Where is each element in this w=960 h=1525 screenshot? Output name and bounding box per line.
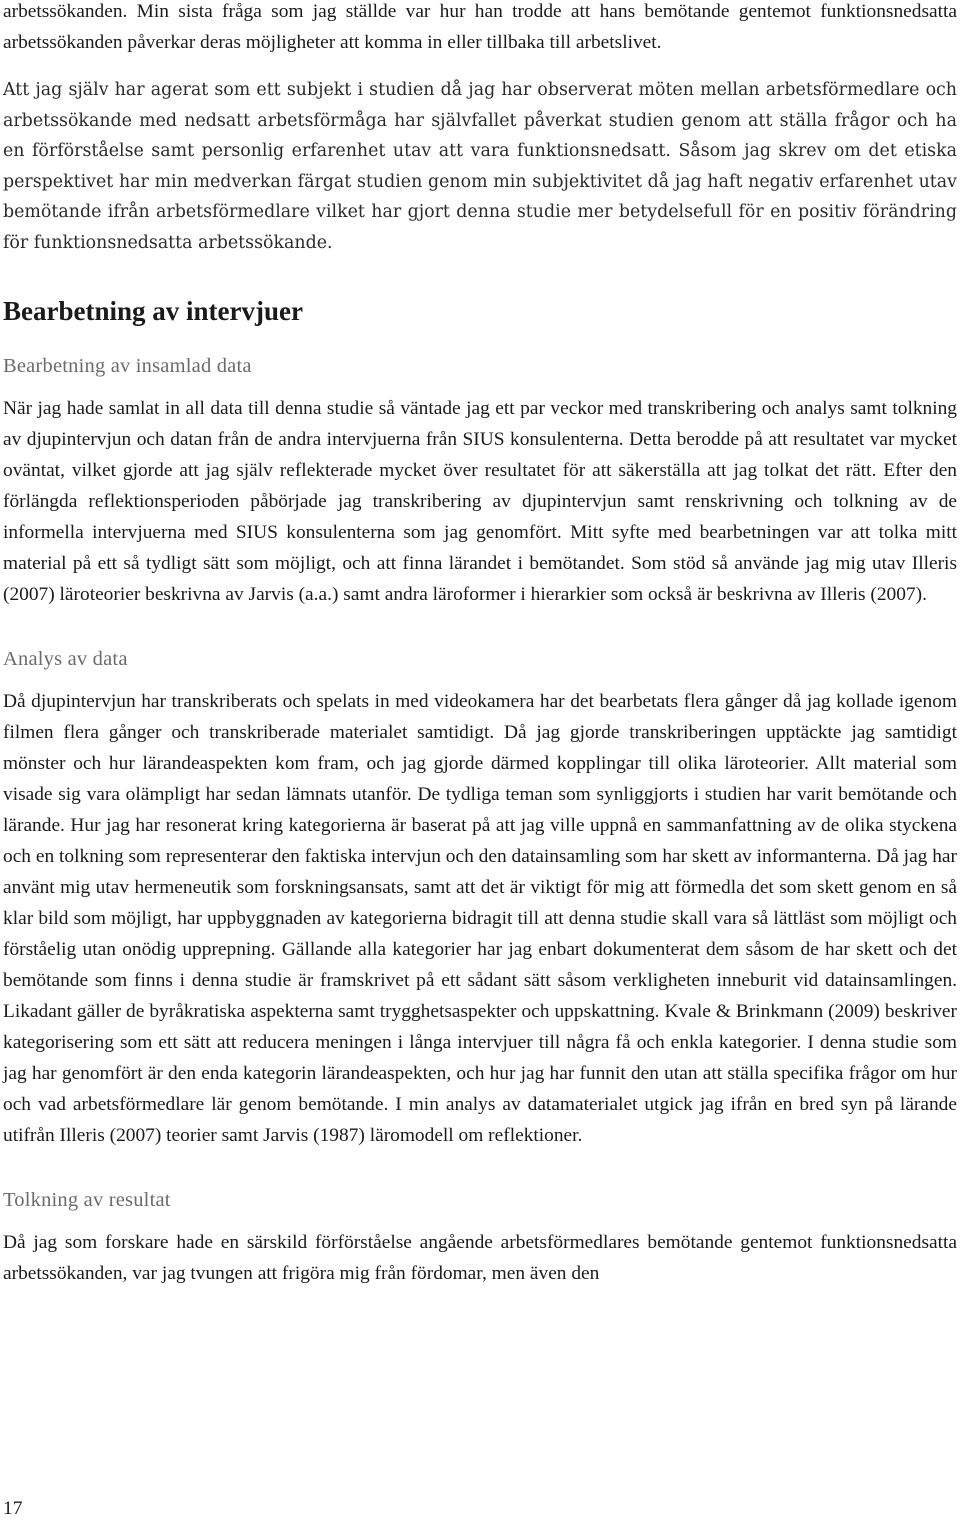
section-heading: Bearbetning av intervjuer — [3, 295, 303, 326]
subsection-analys — [3, 642, 957, 1151]
document-page — [3, 0, 957, 1289]
subsection-body: Då djupintervjun har transkriberats och spelats in med videokamera har det bearbetats flera gånger då jag kollade igenom filmen flera gånger och transkriberade materialet samtidigt. Då jag gjorde transkriberingen upptäckte jag samtidigt mönster och hur lärandeaspekten kom fram, och jag gjorde därmed kopplingar till olika läroteorier. Allt material som visade sig vara olämpligt har sedan lämnats utanför. De tydliga teman som synliggjorts i studien har varit bemötande och lärande. Hur jag har resonerat kring kategorierna är baserat på att jag ville uppnå en sammanfattning av de olika styckena och en tolkning som representerar den faktiska intervjun och den datainsamling som har skett av informanterna. Då jag har använt mig utav hermeneutik som forskningsansats, samt att det är viktigt för mig att förmedla det som skett genom en så klar bild som möjligt, har uppbyggnaden av kategorierna bidragit till att denna studie skall vara så lättläst som möjligt och förståelig utan onödig upprepning. Gällande alla kategorier har jag enbart dokumenterat dem såsom de har skett och det bemötande som finns i denna studie är framskrivet på ett sådant sätt såsom verkligheten inneburit vid datainsamlingen. Likadant gäller de byråkratiska aspekterna samt trygghetsaspekter och uppskattning. Kvale & Brinkmann (2009) beskriver kategorisering som ett sätt att reducera meningen i långa intervjuer till några få och enkla kategorier. I denna studie som jag har genomfört är den enda kategorin lärandeaspekten, och hur jag har funnit den utan att ställa specifika frågor om hur och vad arbetsförmedlare lär genom bemötande. I min analys av datamaterialet utgick jag ifrån en bred syn på lärande utifrån Illeris (2007) teorier samt Jarvis (1987) läromodell om reflektioner. — [3, 690, 957, 1146]
subsection-bearbetning — [3, 349, 957, 610]
subsection-body: Då jag som forskare hade en särskild förförståelse angående arbetsförmedlares bemötande gentemot funktionsnedsatta arbetssökanden, var jag tvungen att frigöra mig från fördomar, men även den — [3, 1231, 957, 1284]
subsection-tolkning — [3, 1183, 957, 1289]
page-number: 17 — [3, 1498, 23, 1519]
subsection-heading: Tolkning av resultat — [3, 1188, 171, 1211]
paragraph-intro-tail: arbetssökanden. Min sista fråga som jag ställde var hur han trodde att hans bemötande gentemot funktionsnedsatta arbetssökanden påverkar deras möjligheter att komma in eller tillbaka till arbetslivet. — [3, 1, 957, 53]
subsection-heading: Analys av data — [3, 647, 128, 670]
paragraph-reflection: Att jag själv har agerat som ett subjekt i studien då jag har observerat möten mellan arbetsförmedlare och arbetssökande med nedsatt arbetsförmåga har självfallet påverkat studien genom att ställa frågor och ha en förförståelse samt personlig erfarenhet utav att vara funktionsnedsatt. Såsom jag skrev om det etiska perspektivet har min medverkan färgat studien genom min subjektivitet då jag haft negativ erfarenhet utav bemötande ifrån arbetsförmedlare vilket har gjort denna studie mer betydelsefull för en positiv förändring för funktionsnedsatta arbetssökande. — [3, 80, 957, 253]
subsection-body: När jag hade samlat in all data till denna studie så väntade jag ett par veckor med transkribering och analys samt tolkning av djupintervjun och datan från de andra intervjuerna från SIUS konsulenterna. Detta berodde på att resultatet var mycket oväntat, vilket gjorde att jag själv reflekterade mycket över resultatet för att säkerställa att jag tolkat det rätt. Efter den förlängda reflektionsperioden påbörjade jag transkribering av djupintervjun samt renskrivning och tolkning av de informella intervjuerna med SIUS konsulenterna som jag genomfört. Mitt syfte med bearbetningen var att tolka mitt material på ett så tydligt sätt som möjligt, och att finna lärandet i bemötandet. Som stöd så använde jag mig utav Illeris (2007) läroteorier beskrivna av Jarvis (a.a.) samt andra läroformer i hierarkier som också är beskrivna av Illeris (2007). — [3, 397, 957, 605]
subsection-heading: Bearbetning av insamlad data — [3, 354, 252, 377]
